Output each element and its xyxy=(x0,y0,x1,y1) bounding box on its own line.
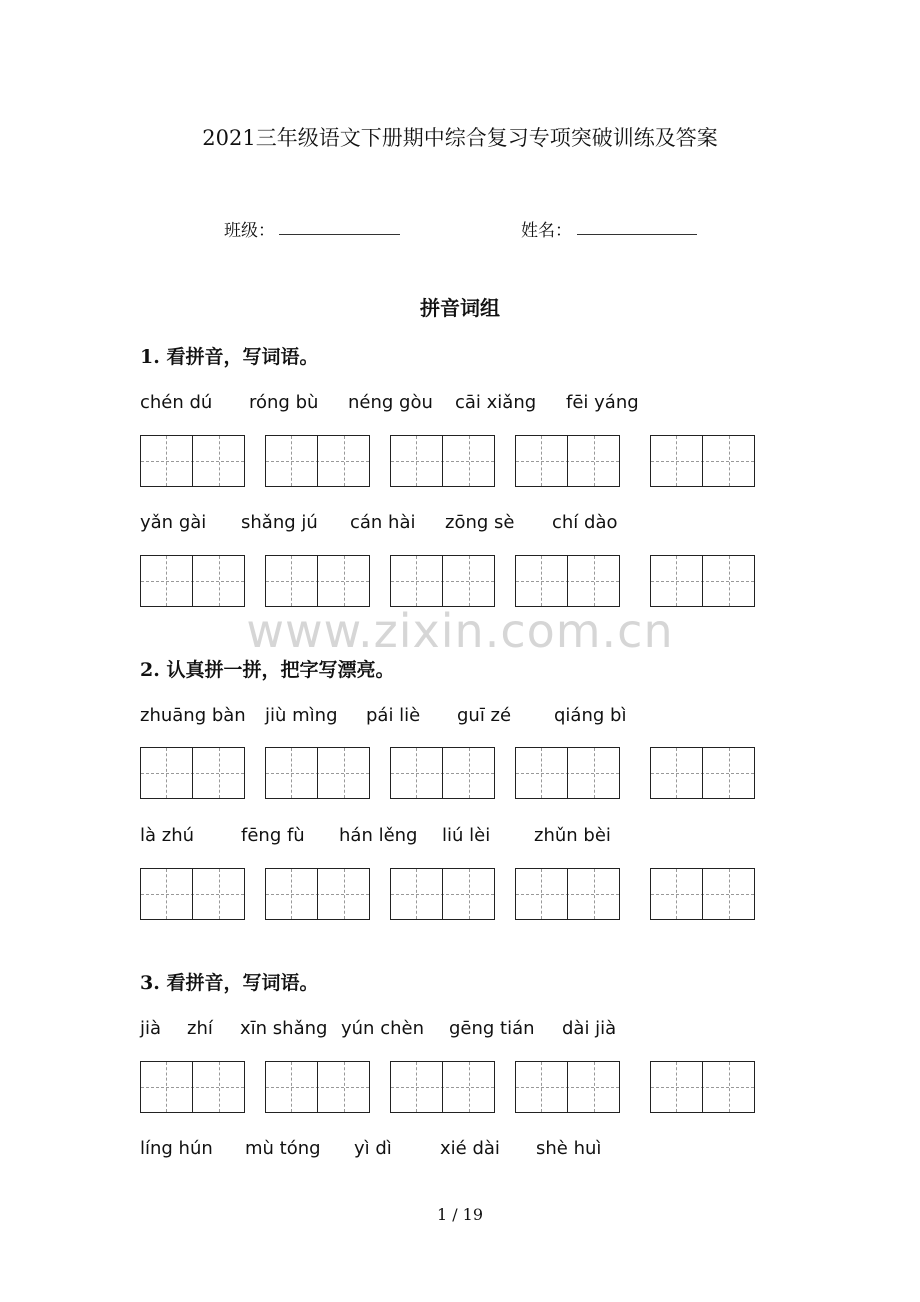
writing-grid-row xyxy=(140,747,760,803)
writing-box[interactable] xyxy=(390,868,495,920)
class-label: 班级： xyxy=(224,221,275,241)
pinyin-word: fēi yáng xyxy=(566,392,639,413)
writing-box[interactable] xyxy=(390,435,495,487)
writing-box[interactable] xyxy=(140,1061,245,1113)
pinyin-word: hán lěng xyxy=(339,825,418,846)
writing-box[interactable] xyxy=(515,555,620,607)
writing-grid-row xyxy=(140,555,760,611)
pinyin-word: qiáng bì xyxy=(554,705,627,726)
section-title: 拼音词组 xyxy=(420,296,500,320)
writing-grid-row xyxy=(140,435,760,491)
pinyin-word: là zhú xyxy=(140,825,195,846)
document-title: 2021三年级语文下册期中综合复习专项突破训练及答案 xyxy=(202,126,718,150)
writing-box[interactable] xyxy=(515,868,620,920)
writing-box[interactable] xyxy=(650,747,755,799)
pinyin-word: gēng tián xyxy=(449,1018,535,1039)
writing-grid-row xyxy=(140,1061,760,1117)
name-blank-line xyxy=(577,234,697,235)
pinyin-word: zhuāng bàn xyxy=(140,705,246,726)
pinyin-word: shǎng jú xyxy=(241,512,318,533)
writing-box[interactable] xyxy=(515,435,620,487)
pinyin-word: chén dú xyxy=(140,392,213,413)
pinyin-word: yún chèn xyxy=(341,1018,424,1039)
writing-box[interactable] xyxy=(140,747,245,799)
writing-box[interactable] xyxy=(515,1061,620,1113)
writing-box[interactable] xyxy=(265,747,370,799)
pinyin-word: zhí xyxy=(187,1018,213,1039)
pinyin-word: zhǔn bèi xyxy=(534,825,611,846)
writing-box[interactable] xyxy=(515,747,620,799)
class-blank-line xyxy=(279,234,400,235)
writing-grid-row xyxy=(140,868,760,924)
writing-box[interactable] xyxy=(650,435,755,487)
pinyin-word: yì dì xyxy=(354,1138,392,1159)
question-heading: 2. 认真拼一拼，把字写漂亮。 xyxy=(140,659,395,681)
question-heading: 1. 看拼音，写词语。 xyxy=(140,346,319,368)
pinyin-word: jiù mìng xyxy=(265,705,338,726)
pinyin-word: róng bù xyxy=(249,392,319,413)
writing-box[interactable] xyxy=(265,1061,370,1113)
writing-box[interactable] xyxy=(140,555,245,607)
pinyin-word: jià xyxy=(140,1018,162,1039)
pinyin-word: cāi xiǎng xyxy=(455,392,537,413)
pinyin-word: guī zé xyxy=(457,705,512,726)
writing-box[interactable] xyxy=(265,555,370,607)
pinyin-word: shè huì xyxy=(536,1138,602,1159)
writing-box[interactable] xyxy=(140,435,245,487)
writing-box[interactable] xyxy=(390,747,495,799)
pinyin-word: chí dào xyxy=(552,512,618,533)
writing-box[interactable] xyxy=(650,868,755,920)
pinyin-word: néng gòu xyxy=(348,392,433,413)
watermark: www.zixin.com.cn xyxy=(246,604,674,658)
writing-box[interactable] xyxy=(140,868,245,920)
pinyin-word: líng hún xyxy=(140,1138,213,1159)
question-heading: 3. 看拼音，写词语。 xyxy=(140,972,319,994)
writing-box[interactable] xyxy=(390,555,495,607)
pinyin-word: mù tóng xyxy=(245,1138,321,1159)
writing-box[interactable] xyxy=(265,868,370,920)
pinyin-word: zōng sè xyxy=(445,512,515,533)
pinyin-word: dài jià xyxy=(562,1018,617,1039)
writing-box[interactable] xyxy=(265,435,370,487)
pinyin-word: pái liè xyxy=(366,705,421,726)
pinyin-word: liú lèi xyxy=(442,825,491,846)
pinyin-word: xīn shǎng xyxy=(240,1018,328,1039)
writing-box[interactable] xyxy=(650,555,755,607)
pinyin-word: cán hài xyxy=(350,512,416,533)
name-label: 姓名： xyxy=(521,221,572,241)
pinyin-word: xié dài xyxy=(440,1138,500,1159)
page-number: 1 / 19 xyxy=(436,1205,484,1224)
writing-box[interactable] xyxy=(650,1061,755,1113)
pinyin-word: fēng fù xyxy=(241,825,305,846)
pinyin-word: yǎn gài xyxy=(140,512,207,533)
writing-box[interactable] xyxy=(390,1061,495,1113)
